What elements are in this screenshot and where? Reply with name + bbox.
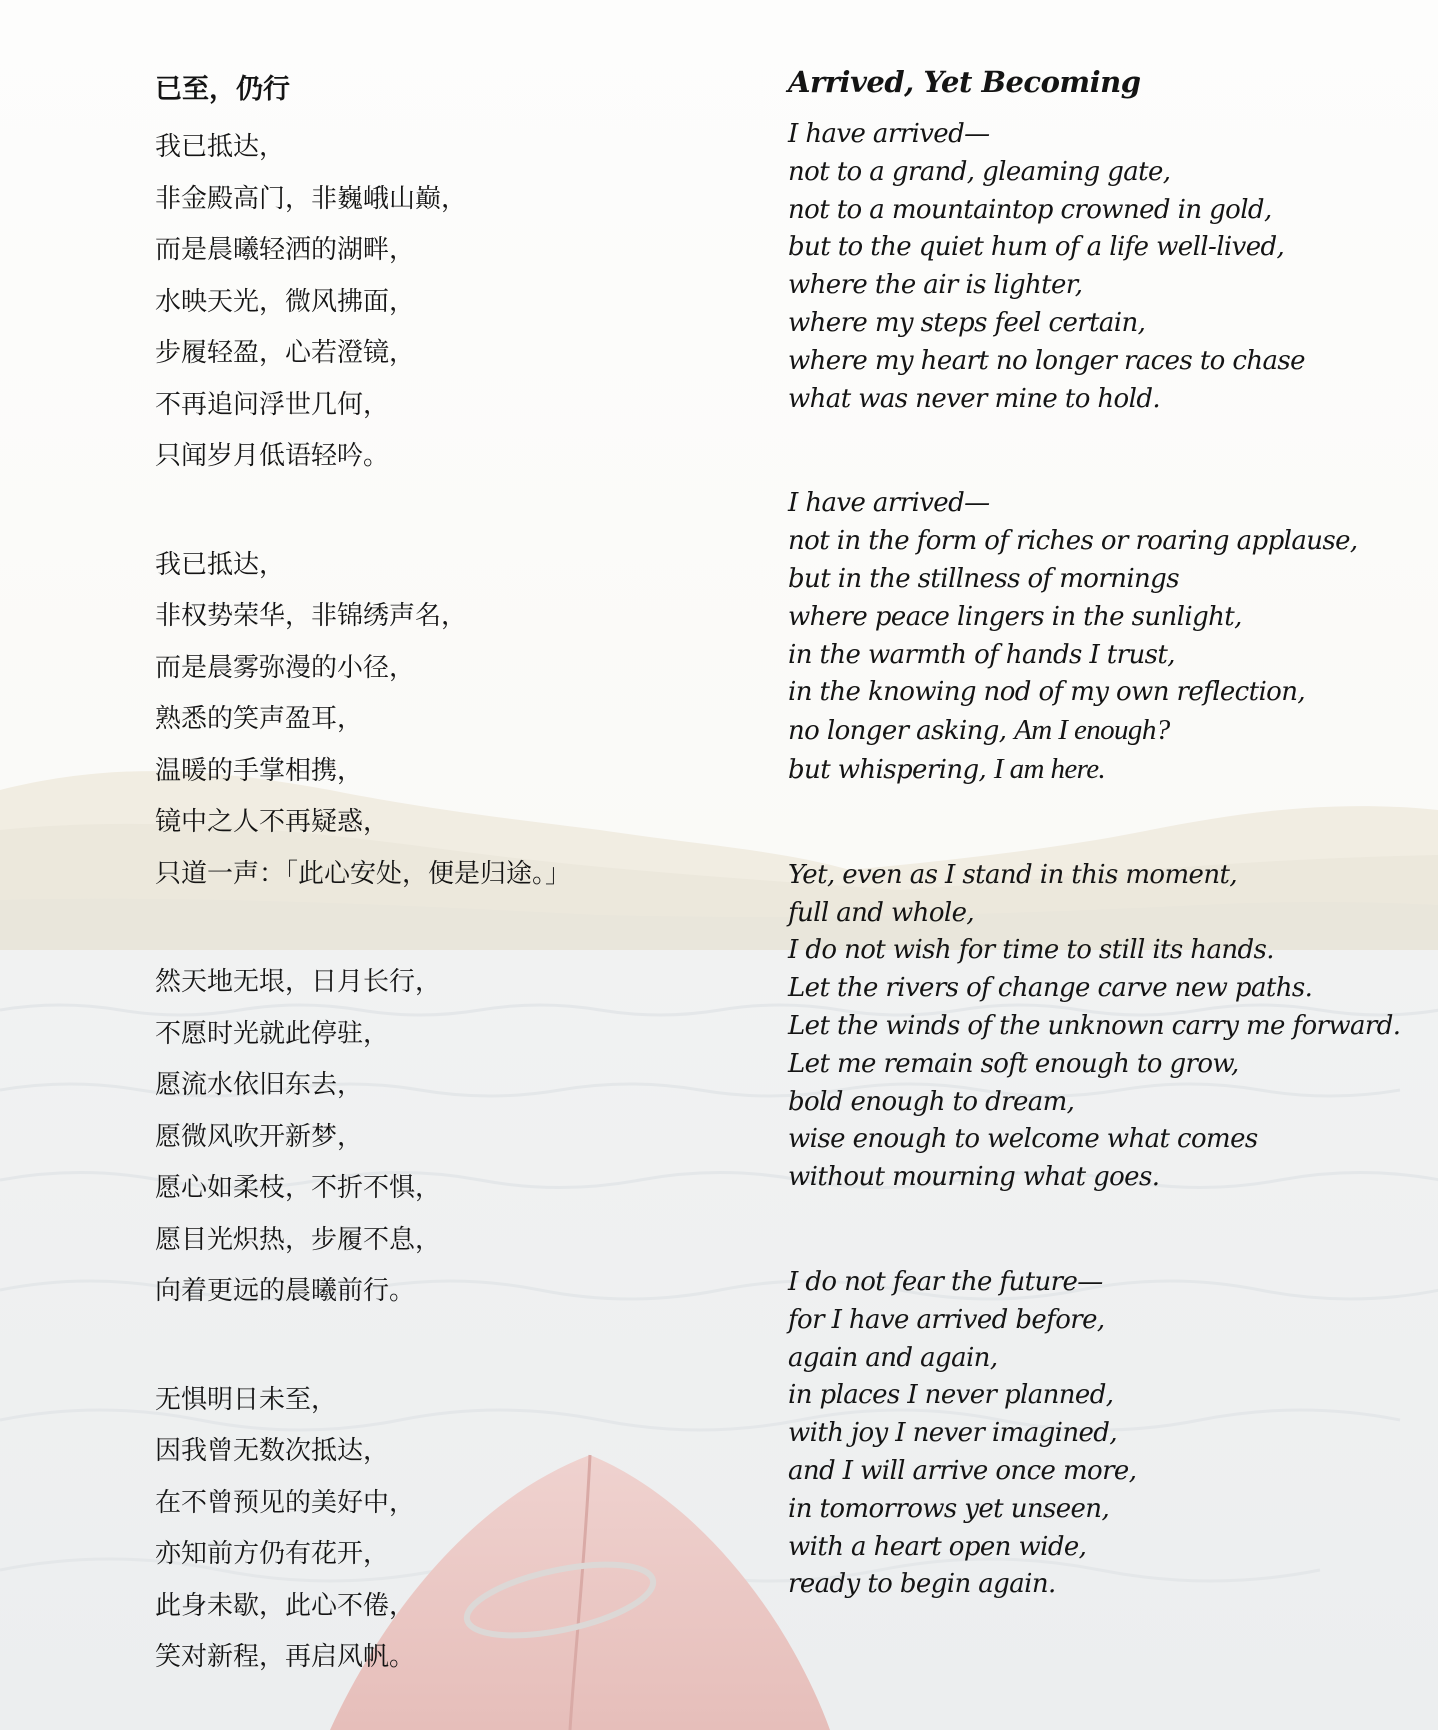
emphasized-question: Am I enough?	[1014, 714, 1170, 747]
poem-line: where the air is lighter,	[788, 270, 1083, 301]
poem-line: 我已抵达，	[155, 132, 286, 162]
poem-line: full and whole,	[788, 897, 975, 928]
poem-line: bold enough to dream,	[788, 1086, 1075, 1117]
poem-line: 水映天光，微风拂面，	[155, 286, 416, 317]
poem-line: not to a mountaintop crowned in gold,	[788, 194, 1272, 225]
poem-line: 愿流水依旧东去，	[155, 1070, 364, 1100]
english-stanza-1	[788, 116, 1408, 418]
line-text: but whispering,	[788, 754, 994, 785]
chinese-stanza-2	[155, 540, 715, 901]
chinese-stanza-3	[155, 957, 715, 1318]
poem-line: Let the rivers of change carve new paths.	[788, 973, 1313, 1004]
poem-line: I have arrived—	[788, 488, 990, 519]
poem-line: and I will arrive once more,	[788, 1455, 1137, 1486]
chinese-stanza-1	[155, 122, 715, 483]
poem-line: 而是晨雾弥漫的小径，	[155, 652, 416, 683]
poem-line: 步履轻盈，心若澄镜，	[155, 338, 416, 368]
poem-line: 愿目光炽热，步履不息，	[155, 1224, 442, 1255]
poem-line: 熟悉的笑声盈耳，	[155, 704, 364, 734]
poem-line: 不愿时光就此停驻，	[155, 1018, 390, 1049]
poem-line: Let the winds of the unknown carry me forward.	[788, 1010, 1401, 1041]
poem-line: without mourning what goes.	[788, 1162, 1160, 1193]
poem-line: 只闻岁月低语轻吟。	[155, 441, 390, 471]
poem-line: where my steps feel certain,	[788, 307, 1146, 338]
poem-line: again and again,	[788, 1342, 998, 1373]
poem-line: Let me remain soft enough to grow,	[788, 1048, 1239, 1079]
poem-line: what was never mine to hold.	[788, 383, 1161, 414]
poem-line: 然天地无垠，日月长行，	[155, 967, 442, 997]
poem-line: for I have arrived before,	[788, 1304, 1105, 1335]
chinese-stanza-4	[155, 1375, 715, 1684]
poem-line: but in the stillness of mornings	[788, 563, 1179, 594]
poem-line: 在不曾预见的美好中，	[155, 1487, 416, 1518]
line-text: no longer asking,	[788, 716, 1015, 747]
poem-line: 愿心如柔枝，不折不惧，	[155, 1173, 442, 1203]
chinese-poem-title: 已至，仍行	[155, 74, 290, 105]
poem-line: 我已抵达，	[155, 549, 286, 580]
poem-line: where my heart no longer races to chase	[788, 345, 1305, 376]
poem-line: 只道一声：「此心安处，便是归途。」	[155, 858, 572, 889]
poem-line: where peace lingers in the sunlight,	[788, 601, 1242, 632]
emphasized-answer: I am here.	[993, 752, 1106, 785]
poem-line: 因我曾无数次抵达，	[155, 1436, 390, 1466]
poem-line: in the warmth of hands I trust,	[788, 639, 1175, 670]
poem-line: not to a grand, gleaming gate,	[788, 156, 1171, 187]
poem-line: 向着更远的晨曦前行。	[155, 1276, 416, 1306]
poem-line: 笑对新程，再启风帆。	[155, 1642, 416, 1672]
poem-line: 此身未歇，此心不倦，	[155, 1590, 416, 1621]
poem-line: 而是晨曦轻洒的湖畔，	[155, 235, 416, 265]
english-stanza-4	[788, 1264, 1408, 1604]
poem-line	[788, 751, 1408, 790]
poem-line: I have arrived—	[788, 119, 990, 149]
poem-line: in places I never planned,	[788, 1380, 1114, 1411]
english-stanza-2	[788, 485, 1408, 789]
poem-line: not in the form of riches or roaring applause,	[788, 526, 1358, 557]
poem-line: with joy I never imagined,	[788, 1418, 1118, 1449]
english-poem	[788, 62, 1408, 1671]
poem-line: 不再追问浮世几何，	[155, 389, 390, 420]
poem-line: in the knowing nod of my own reflection,	[788, 677, 1306, 708]
poem-line: in tomorrows yet unseen,	[788, 1493, 1110, 1524]
poem-line: wise enough to welcome what comes	[788, 1124, 1258, 1155]
poem-line: ready to begin again.	[788, 1569, 1056, 1600]
poem-line: 镜中之人不再疑惑，	[155, 807, 390, 837]
poem-line: 非权势荣华，非锦绣声名，	[155, 601, 468, 631]
english-poem-title: Arrived, Yet Becoming	[788, 65, 1141, 99]
poem-line	[788, 712, 1408, 751]
poem-line: 无惧明日未至，	[155, 1384, 338, 1415]
poem-line: 愿微风吹开新梦，	[155, 1121, 364, 1152]
poem-line: Yet, even as I stand in this moment,	[788, 859, 1237, 890]
poem-line: 亦知前方仍有花开，	[155, 1539, 390, 1569]
poem-line: I do not fear the future—	[788, 1266, 1103, 1297]
poem-line: with a heart open wide,	[788, 1531, 1087, 1562]
poem-line: 温暖的手掌相携，	[155, 755, 364, 786]
english-stanza-3	[788, 857, 1408, 1197]
chinese-poem	[155, 70, 715, 1730]
poem-line: 非金殿高门，非巍峨山巅，	[155, 183, 468, 214]
poem-line: but to the quiet hum of a life well-lived,	[788, 232, 1285, 263]
poem-line: I do not wish for time to still its hands.	[788, 935, 1274, 966]
